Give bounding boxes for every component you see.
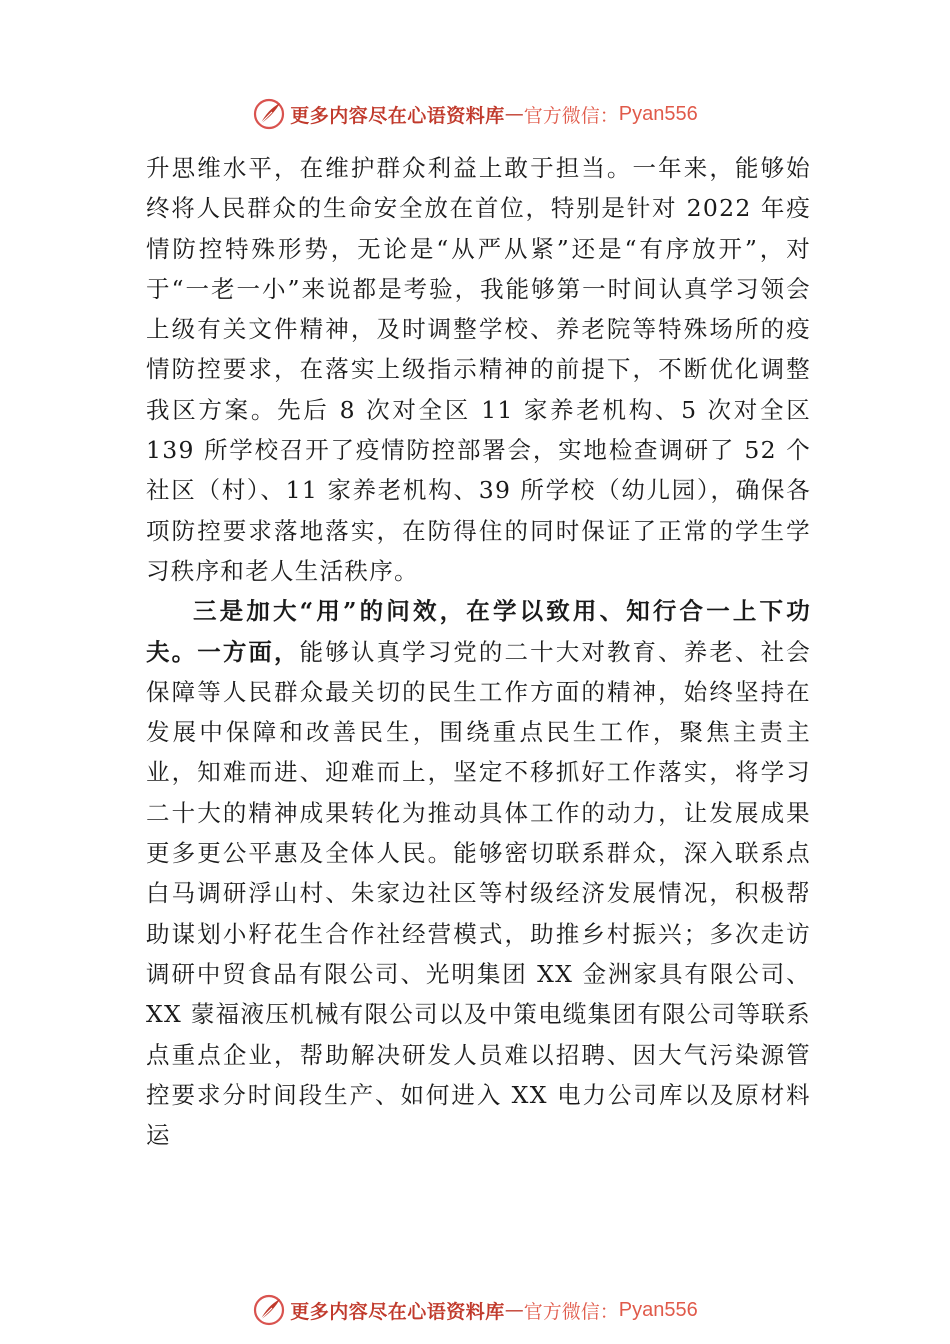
paragraph-2: [146, 591, 811, 1155]
footer-watermark-title: 更多内容尽在心语资料库: [290, 1300, 505, 1323]
paragraph-2-lead: 一方面，: [197, 637, 300, 666]
paragraph-1: 升思维水平，在维护群众利益上敢于担当。一年来，能够始终将人民群众的生命安全放在首位，特别是针对 2022 年疫情防控特殊形势，无论是“从严从紧”还是“有序放开”，对于“一老一小”来说都是考验，我能够第一时间认真学习领会上级有关文件精神，及时调整学校、养老院等特殊场所的疫情防控要求，在落实上级指示精神的前提下，不断优化调整我区方案。先后 8 次对全区 11 家养老机构、5 次对全区 139 所学校召开了疫情防控部署会，实地检查调研了 52 个社区（村）、11 家养老机构、39 所学校（幼儿园），确保各项防控要求落地落实，在防得住的同时保证了正常的学生学习秩序和老人生活秩序。: [146, 154, 811, 585]
paragraph-2-text: 能够认真学习党的二十大对教育、养老、社会保障等人民群众最关切的民生工作方面的精神，始终坚持在发展中保障和改善民生，围绕重点民生工作，聚焦主责主业，知难而进、迎难而上，坚定不移抓好工作落实，将学习二十大的精神成果转化为推动具体工作的动力，让发展成果更多更公平惠及全体人民。能够密切联系群众，深入联系点白马调研浮山村、朱家边社区等村级经济发展情况，积极帮助谋划小籽花生合作社经营模式，助推乡村振兴；多次走访调研中贸食品有限公司、光明集团 XX 金洲家具有限公司、XX 蒙福液压机械有限公司以及中策电缆集团有限公司等联系点重点企业，帮助解决研发人员难以招聘、因大气污染源管控要求分时间段生产、如何进入 XX 电力公司库以及原材料运: [146, 637, 811, 1150]
feather-logo-icon: [252, 1293, 286, 1327]
footer-watermark: [0, 1288, 950, 1332]
footer-watermark-wechat-id: Pyan556: [618, 1298, 698, 1321]
paragraph-2-heading: 三是加大“用”的问效，在学以致用、知行合一上下功夫。: [146, 597, 811, 666]
header-watermark: [0, 92, 950, 136]
feather-logo-icon: [252, 97, 286, 131]
header-watermark-title: 更多内容尽在心语资料库: [290, 104, 505, 127]
footer-watermark-dash: —: [504, 1299, 524, 1321]
header-watermark-wechat-id: Pyan556: [618, 102, 698, 125]
footer-watermark-wechat-label: 官方微信：: [523, 1300, 619, 1323]
header-watermark-dash: —: [504, 103, 524, 125]
document-body: [146, 148, 811, 1155]
header-watermark-wechat-label: 官方微信：: [523, 104, 619, 127]
